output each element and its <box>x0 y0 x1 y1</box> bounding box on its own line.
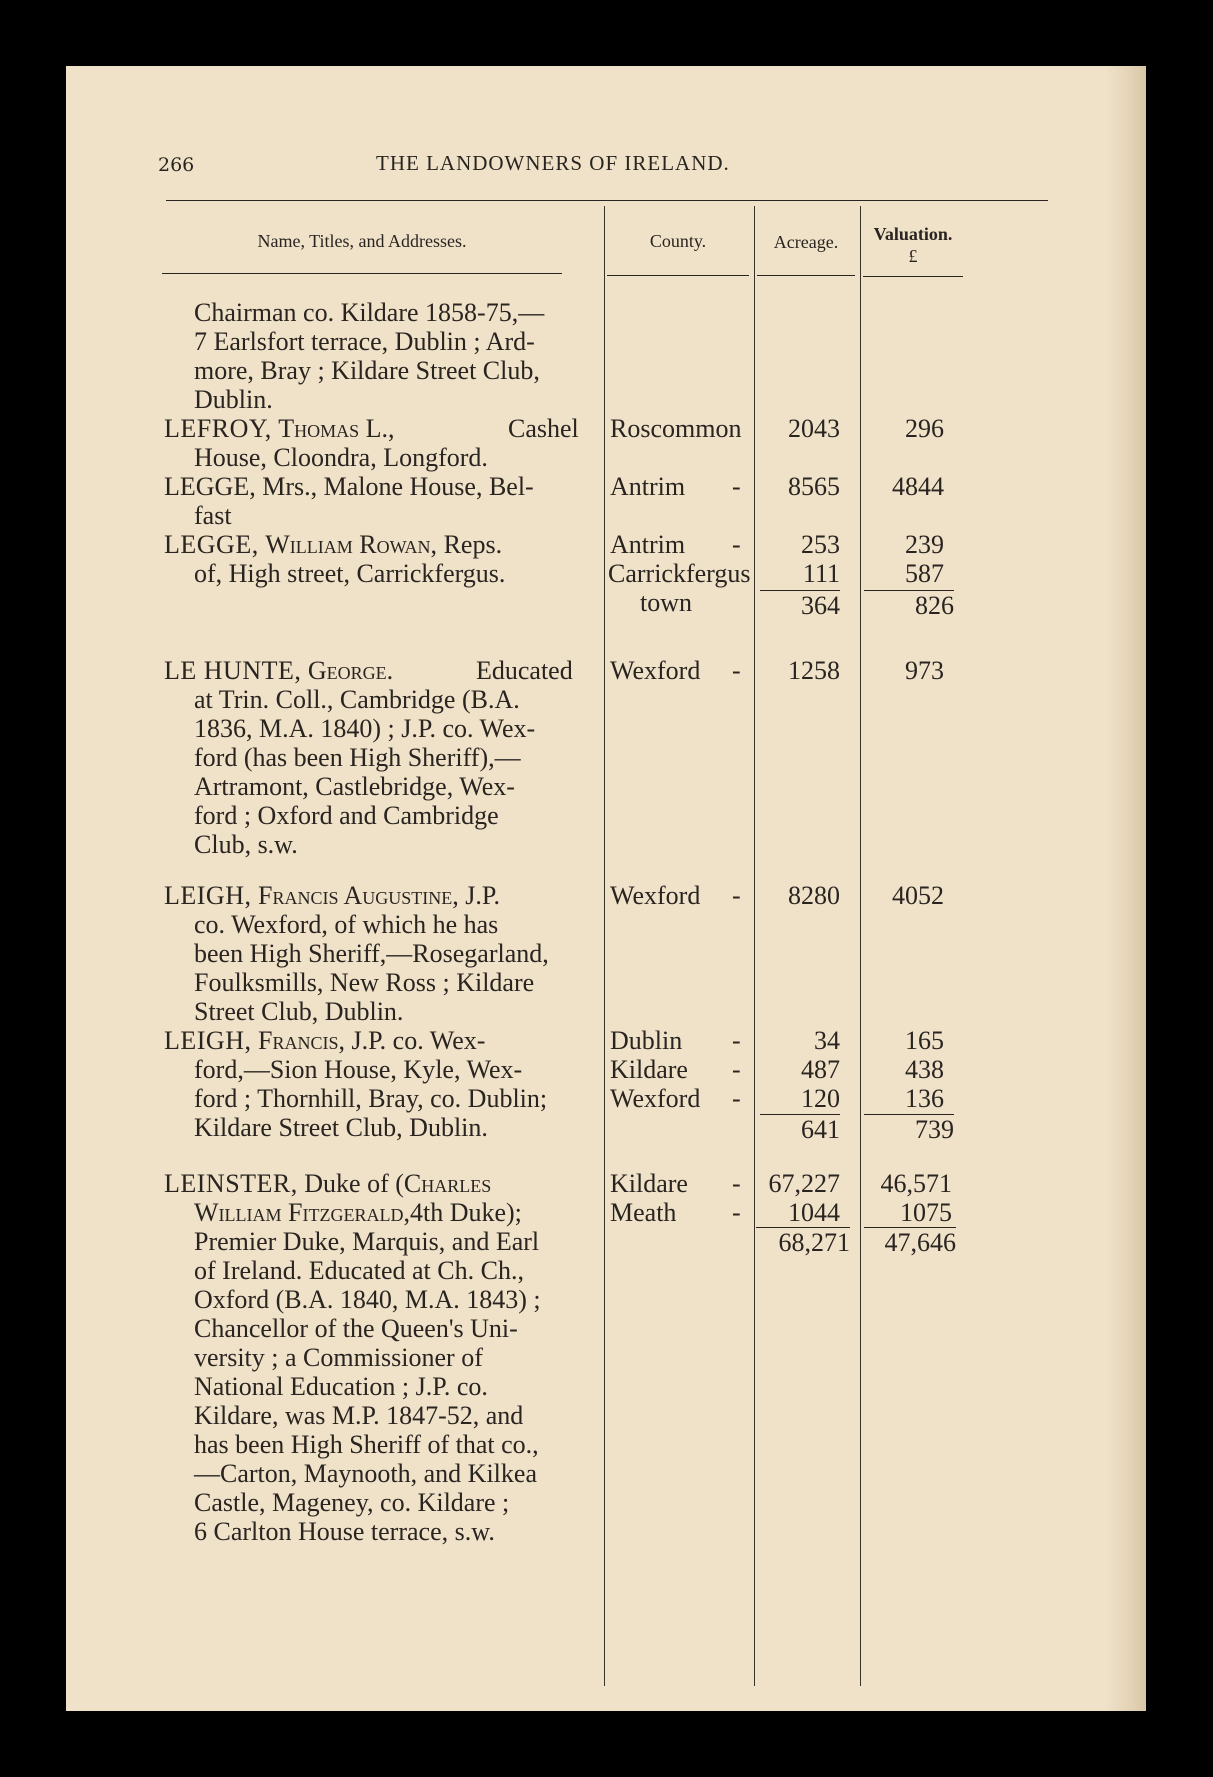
acreage-cell: 8280 <box>788 881 840 910</box>
entry-text-line: 6 Carlton House terrace, s.w. <box>194 1517 495 1546</box>
entry-text-line: of, High street, Carrickfergus. <box>194 559 506 588</box>
book-page <box>66 66 1146 1711</box>
dash: - <box>732 656 741 685</box>
acreage-total: 364 <box>760 590 840 620</box>
entry-text-line: ford (has been High Sheriff),— <box>194 743 521 772</box>
valuation-cell: 973 <box>905 656 944 685</box>
entry-text-line: been High Sheriff,—Rosegarland, <box>194 939 549 968</box>
acreage-cell: 253 <box>801 530 840 559</box>
entry-text-line: Castle, Mageney, co. Kildare ; <box>194 1488 510 1517</box>
dash: - <box>732 1055 741 1084</box>
acreage-total: 68,271 <box>756 1227 850 1257</box>
surname: LEGGE, <box>164 530 259 559</box>
entry-text-line: Oxford (B.A. 1840, M.A. 1843) ; <box>194 1285 541 1314</box>
county-cell: Carrickfergus <box>608 559 751 588</box>
dash: - <box>732 1084 741 1113</box>
running-title: THE LANDOWNERS OF IRELAND. <box>376 151 730 175</box>
page-number: 266 <box>158 154 195 176</box>
acreage-head-rule <box>757 275 855 276</box>
valuation-cell: 46,571 <box>880 1169 952 1198</box>
county-cell: Kildare <box>610 1169 688 1198</box>
entry-text: J.P. co. Wex- <box>351 1026 486 1055</box>
surname: LE HUNTE, <box>164 656 302 685</box>
valuation-cell: 4844 <box>892 472 944 501</box>
entry-text-line: Kildare, was M.P. 1847-52, and <box>194 1401 524 1430</box>
entry-text-line: co. Wexford, of which he has <box>194 910 499 939</box>
dash: - <box>732 881 741 910</box>
entry-text-line: 1836, M.A. 1840) ; J.P. co. Wex- <box>194 714 536 743</box>
entry-heading <box>164 414 395 443</box>
entry-text: Cashel <box>508 414 579 443</box>
acreage-cell: 67,227 <box>768 1169 840 1198</box>
given-names: Francis, <box>257 1026 345 1055</box>
acreage-cell: 1258 <box>788 656 840 685</box>
col-head-acreage: Acreage. <box>773 232 839 252</box>
entry-heading <box>164 530 502 559</box>
name-head-rule <box>162 273 562 274</box>
entry-text-line: Chairman co. Kildare 1858-75,— <box>194 298 545 327</box>
entry-text-line: has been High Sheriff of that co., <box>194 1430 539 1459</box>
entry-text: 4th Duke); <box>409 1198 522 1227</box>
valuation-cell: 4052 <box>892 881 944 910</box>
county-cell: Roscommon <box>610 414 742 443</box>
given-names: William Fitzgerald, <box>194 1198 410 1227</box>
entry-text-line: Dublin. <box>194 385 273 414</box>
entry-heading: LEGGE, Mrs., Malone House, Bel- <box>164 472 534 501</box>
entry-text: Duke of ( <box>304 1169 404 1198</box>
county-cell: Kildare <box>610 1055 688 1084</box>
column-divider <box>604 206 605 1686</box>
valuation-cell: 165 <box>905 1026 944 1055</box>
entry-text-line: versity ; a Commissioner of <box>194 1343 483 1372</box>
entry-text-line: 7 Earlsfort terrace, Dublin ; Ard- <box>194 327 535 356</box>
entry-text-line: at Trin. Coll., Cambridge (B.A. <box>194 685 520 714</box>
given-names: Francis Augustine, <box>257 881 459 910</box>
given-names: Thomas L., <box>278 414 395 443</box>
entry-text-line <box>194 1198 522 1227</box>
valuation-cell: 438 <box>905 1055 944 1084</box>
entry-text-line: more, Bray ; Kildare Street Club, <box>194 356 540 385</box>
given-names: Charles <box>403 1169 492 1198</box>
top-rule <box>166 200 1048 201</box>
entry-text: Educated <box>476 656 573 685</box>
page-edge <box>1106 66 1146 1711</box>
dash: - <box>732 1169 741 1198</box>
entry-text-line: Club, s.w. <box>194 830 298 859</box>
given-names: William Rowan, <box>265 530 438 559</box>
entry-text-line: National Education ; J.P. co. <box>194 1372 488 1401</box>
dash: - <box>732 1198 741 1227</box>
county-cell: Wexford <box>610 656 701 685</box>
valuation-total: 826 <box>864 590 954 620</box>
acreage-cell: 1044 <box>788 1198 840 1227</box>
valuation-cell: 239 <box>905 530 944 559</box>
col-head-name: Name, Titles, and Addresses. <box>257 231 467 251</box>
valuation-cell: 1075 <box>900 1198 952 1227</box>
surname: LEIGH, <box>164 1026 252 1055</box>
surname: LEFROY, <box>164 414 272 443</box>
valuation-cell: 587 <box>905 559 944 588</box>
entry-text-line: Premier Duke, Marquis, and Earl <box>194 1227 540 1256</box>
entry-heading <box>164 1026 485 1055</box>
entry-text-line: Street Club, Dublin. <box>194 997 404 1026</box>
entry-text-line: ford,—Sion House, Kyle, Wex- <box>194 1055 523 1084</box>
valuation-total: 47,646 <box>864 1227 956 1257</box>
valuation-head-rule <box>863 276 963 277</box>
col-head-county: County. <box>649 231 707 251</box>
county-cell: Meath <box>610 1198 677 1227</box>
acreage-cell: 111 <box>802 559 840 588</box>
entry-text-line: fast <box>194 501 232 530</box>
entry-text-line: Chancellor of the Queen's Uni- <box>194 1314 518 1343</box>
entry-text-line: ford ; Thornhill, Bray, co. Dublin; <box>194 1084 548 1113</box>
col-head-valuation: Valuation. <box>873 224 953 244</box>
acreage-cell: 487 <box>801 1055 840 1084</box>
acreage-cell: 8565 <box>788 472 840 501</box>
entry-text-line: House, Cloondra, Longford. <box>194 443 488 472</box>
entry-text-line: Foulksmills, New Ross ; Kildare <box>194 968 535 997</box>
county-cell: town <box>640 588 692 617</box>
dash: - <box>732 1026 741 1055</box>
valuation-cell: 296 <box>905 414 944 443</box>
dash: - <box>732 472 741 501</box>
acreage-cell: 34 <box>814 1026 840 1055</box>
acreage-cell: 120 <box>801 1084 840 1113</box>
county-cell: Dublin <box>610 1026 683 1055</box>
given-names: George. <box>307 656 394 685</box>
entry-heading <box>164 1169 491 1198</box>
entry-text-line: of Ireland. Educated at Ch. Ch., <box>194 1256 524 1285</box>
surname: LEINSTER, <box>164 1169 298 1198</box>
county-cell: Antrim <box>610 530 686 559</box>
entry-text-line: ford ; Oxford and Cambridge <box>194 801 499 830</box>
valuation-cell: 136 <box>905 1084 944 1113</box>
county-head-rule <box>607 275 749 276</box>
valuation-total: 739 <box>864 1114 954 1144</box>
surname: LEIGH, <box>164 881 252 910</box>
acreage-total: 641 <box>760 1114 840 1144</box>
entry-text-line: Artramont, Castlebridge, Wex- <box>194 772 515 801</box>
acreage-cell: 2043 <box>788 414 840 443</box>
county-cell: Antrim <box>610 472 686 501</box>
county-cell: Wexford <box>610 881 701 910</box>
entry-heading <box>164 881 500 910</box>
entry-text-line: Kildare Street Club, Dublin. <box>194 1113 488 1142</box>
entry-heading <box>164 656 393 685</box>
col-head-unit: £ <box>908 246 918 266</box>
entry-text: Reps. <box>443 530 503 559</box>
entry-text-line: —Carton, Maynooth, and Kilkea <box>194 1459 537 1488</box>
entry-text: J.P. <box>465 881 500 910</box>
dash: - <box>732 530 741 559</box>
county-cell: Wexford <box>610 1084 701 1113</box>
